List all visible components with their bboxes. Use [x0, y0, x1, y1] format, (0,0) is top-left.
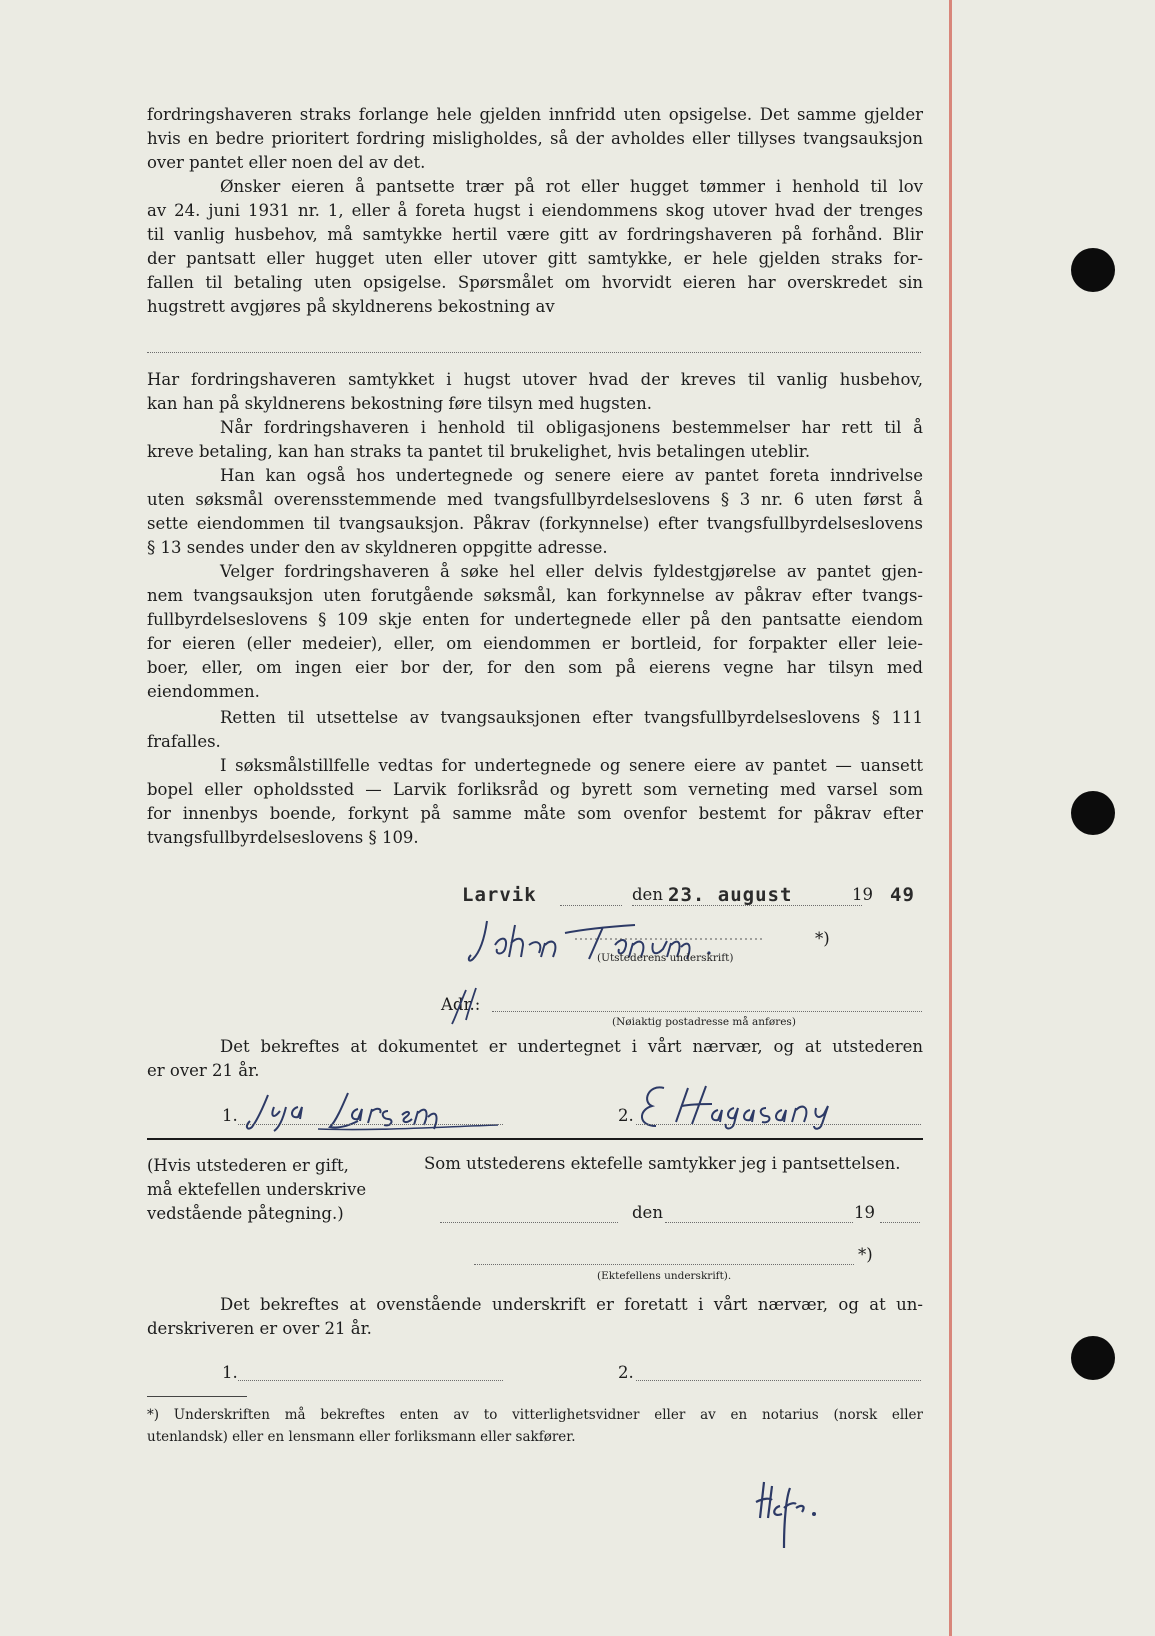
witness-1-signature	[238, 1085, 508, 1135]
fill-in-dotted-line	[238, 1124, 503, 1125]
text-line: hugstrett avgjøres på skyldnerens bekostning av	[147, 297, 555, 316]
text-line: I søksmålstillfelle vedtas for undertegnede og senere eiere av pantet — uansett	[220, 756, 923, 775]
text-line: til vanlig husbehov, må samtykke hertil være gitt av fordringshaveren på forhånd. Blir	[147, 225, 923, 244]
text-line: (Hvis utstederen er gift,	[147, 1156, 349, 1175]
text-line: Han kan også hos undertegnede og senere eiere av pantet foreta inndrivelse	[220, 466, 923, 485]
signature-footnote-mark: *)	[815, 929, 830, 948]
fill-in-dotted-line	[560, 905, 622, 906]
signature-ink	[636, 1080, 866, 1135]
text-line: § 13 sendes under den av skyldneren oppgitte adresse.	[147, 538, 608, 557]
punch-hole	[1071, 248, 1115, 292]
spouse-year-label: 19	[854, 1203, 875, 1222]
fill-in-dotted-line	[147, 352, 921, 353]
text-line: der pantsatt eller hugget uten eller utover gitt samtykke, er hele gjelden straks for-	[147, 249, 923, 268]
text-line: utenlandsk) eller en lensmann eller forliksmann eller sakfører.	[147, 1429, 576, 1445]
text-line: fullbyrdelseslovens § 109 skje enten for undertegnede eller på den pantsatte eiendom	[147, 610, 923, 629]
text-line: av 24. juni 1931 nr. 1, eller å foreta hugst i eiendommens skog utover hvad der trenges	[147, 201, 923, 220]
text-line: nem tvangsauksjon uten forutgående søksmål, kan forkynnelse av påkrav efter tvangs-	[147, 586, 923, 605]
text-line: kan han på skyldnerens bekostning føre tilsyn med hugsten.	[147, 394, 652, 413]
signature-ink	[750, 1478, 830, 1558]
confirm-witness-2-number: 2.	[618, 1363, 634, 1382]
initials-mark	[750, 1478, 830, 1558]
paragraph-7	[147, 706, 923, 754]
text-line: må ektefellen underskrive	[147, 1180, 367, 1199]
fill-in-dotted-line	[492, 1011, 922, 1012]
text-line: fallen til betaling uten opsigelse. Spørsmålet om hvorvidt eieren har overskredet sin	[147, 273, 923, 292]
fill-in-dotted-line	[665, 1222, 853, 1223]
place-field: Larvik	[462, 884, 537, 906]
text-line: er over 21 år.	[147, 1061, 260, 1080]
witness-1-number: 1.	[222, 1106, 238, 1125]
issuer-signature-caption: (Utstederens underskrift)	[597, 952, 734, 964]
den-label: den	[632, 885, 663, 904]
year-prefix: 19	[852, 885, 873, 904]
text-line: kreve betaling, kan han straks ta pantet til brukelighet, hvis betalingen uteblir.	[147, 442, 811, 461]
text-line: over pantet eller noen del av det.	[147, 153, 426, 172]
text-line: tvangsfullbyrdelseslovens § 109.	[147, 828, 419, 847]
fill-in-dotted-line	[632, 905, 862, 906]
text-line: vedstående påtegning.)	[147, 1204, 344, 1223]
text-line: sette eiendommen til tvangsauksjon. Påkrav (forkynnelse) efter tvangsfullbyrdelseslovens	[147, 514, 923, 533]
witness-2-number: 2.	[618, 1106, 634, 1125]
fill-in-dotted-line	[880, 1222, 920, 1223]
witness-2-signature	[636, 1080, 866, 1135]
text-line: eiendommen.	[147, 682, 260, 701]
address-label: Adr.:	[441, 995, 481, 1014]
spouse-instruction	[147, 1154, 387, 1226]
footnote-rule	[147, 1396, 247, 1397]
red-margin-line	[949, 0, 952, 1636]
text-line: Retten til utsettelse av tvangsauksjonen efter tvangsfullbyrdelseslovens § 111	[220, 708, 923, 727]
text-line: Ønsker eieren å pantsette trær på rot eller hugget tømmer i henhold til lov	[220, 177, 923, 196]
address-pen-mark	[440, 986, 490, 1028]
text-line: frafalles.	[147, 732, 221, 751]
text-line: Det bekreftes at dokumentet er undertegnet i vårt nærvær, og at utstederen	[220, 1037, 923, 1056]
paragraph-4	[147, 416, 923, 464]
text-line: hvis en bedre prioritert fordring misligholdes, så der avholdes eller tillyses tvangsauksjon	[147, 129, 923, 148]
year-field: 49	[890, 884, 915, 906]
text-line: Velger fordringshaveren å søke hel eller delvis fyldestgjørelse av pantet gjen-	[220, 562, 923, 581]
text-line: *) Underskriften må bekreftes enten av to vitterlighetsvidner eller av en notarius (norsk eller	[147, 1407, 923, 1423]
text-line: for eieren (eller medeier), eller, om eiendommen er bortleid, for forpakter eller leie-	[147, 634, 923, 653]
signature-ink	[238, 1085, 508, 1135]
text-line: Det bekreftes at ovenstående underskrift er foretatt i vårt nærvær, og at un-	[220, 1295, 923, 1314]
fill-in-dotted-line	[440, 1222, 618, 1223]
spouse-signature-caption: (Ektefellens underskrift).	[597, 1270, 732, 1282]
paragraph-1	[147, 103, 923, 175]
text-line: for innenbys boende, forkynt på samme måte som ovenfor bestemt for påkrav efter	[147, 804, 923, 823]
paragraph-8	[147, 754, 923, 850]
spouse-den-label: den	[632, 1203, 663, 1222]
witness-paragraph	[147, 1035, 923, 1083]
paragraph-5	[147, 464, 923, 560]
paragraph-2	[147, 175, 923, 319]
spouse-consent-text: Som utstederens ektefelle samtykker jeg i pantsettelsen.	[424, 1154, 901, 1173]
fill-in-dotted-line	[474, 1264, 854, 1265]
fill-in-dotted-line	[636, 1124, 921, 1125]
fill-in-dotted-line	[636, 1380, 921, 1381]
text-line: uten søksmål overensstemmende med tvangsfullbyrdelseslovens § 3 nr. 6 uten først å	[147, 490, 923, 509]
text-line: bopel eller opholdssted — Larvik forliksråd og byrett som verneting med varsel som	[147, 780, 923, 799]
punch-hole	[1071, 1336, 1115, 1380]
footnote	[147, 1404, 923, 1448]
punch-hole	[1071, 791, 1115, 835]
paragraph-6	[147, 560, 923, 704]
text-line: Når fordringshaveren i henhold til obligasjonens bestemmelser har rett til å	[220, 418, 923, 437]
text-line: Har fordringshaveren samtykket i hugst utover hvad der kreves til vanlig husbehov,	[147, 370, 923, 389]
confirm-paragraph	[147, 1293, 923, 1341]
paragraph-3	[147, 368, 923, 416]
text-line: fordringshaveren straks forlange hele gjelden innfridd uten opsigelse. Det samme gjelder	[147, 105, 923, 124]
spouse-footnote-mark: *)	[858, 1245, 873, 1264]
confirm-witness-1-number: 1.	[222, 1363, 238, 1382]
fill-in-dotted-line	[238, 1380, 503, 1381]
section-divider	[147, 1138, 923, 1140]
address-caption: (Nøiaktig postadresse må anføres)	[612, 1016, 796, 1028]
text-line: derskriveren er over 21 år.	[147, 1319, 372, 1338]
date-field: 23. august	[668, 884, 793, 906]
text-line: boer, eller, om ingen eier bor der, for den som på eierens vegne har tilsyn med	[147, 658, 923, 677]
